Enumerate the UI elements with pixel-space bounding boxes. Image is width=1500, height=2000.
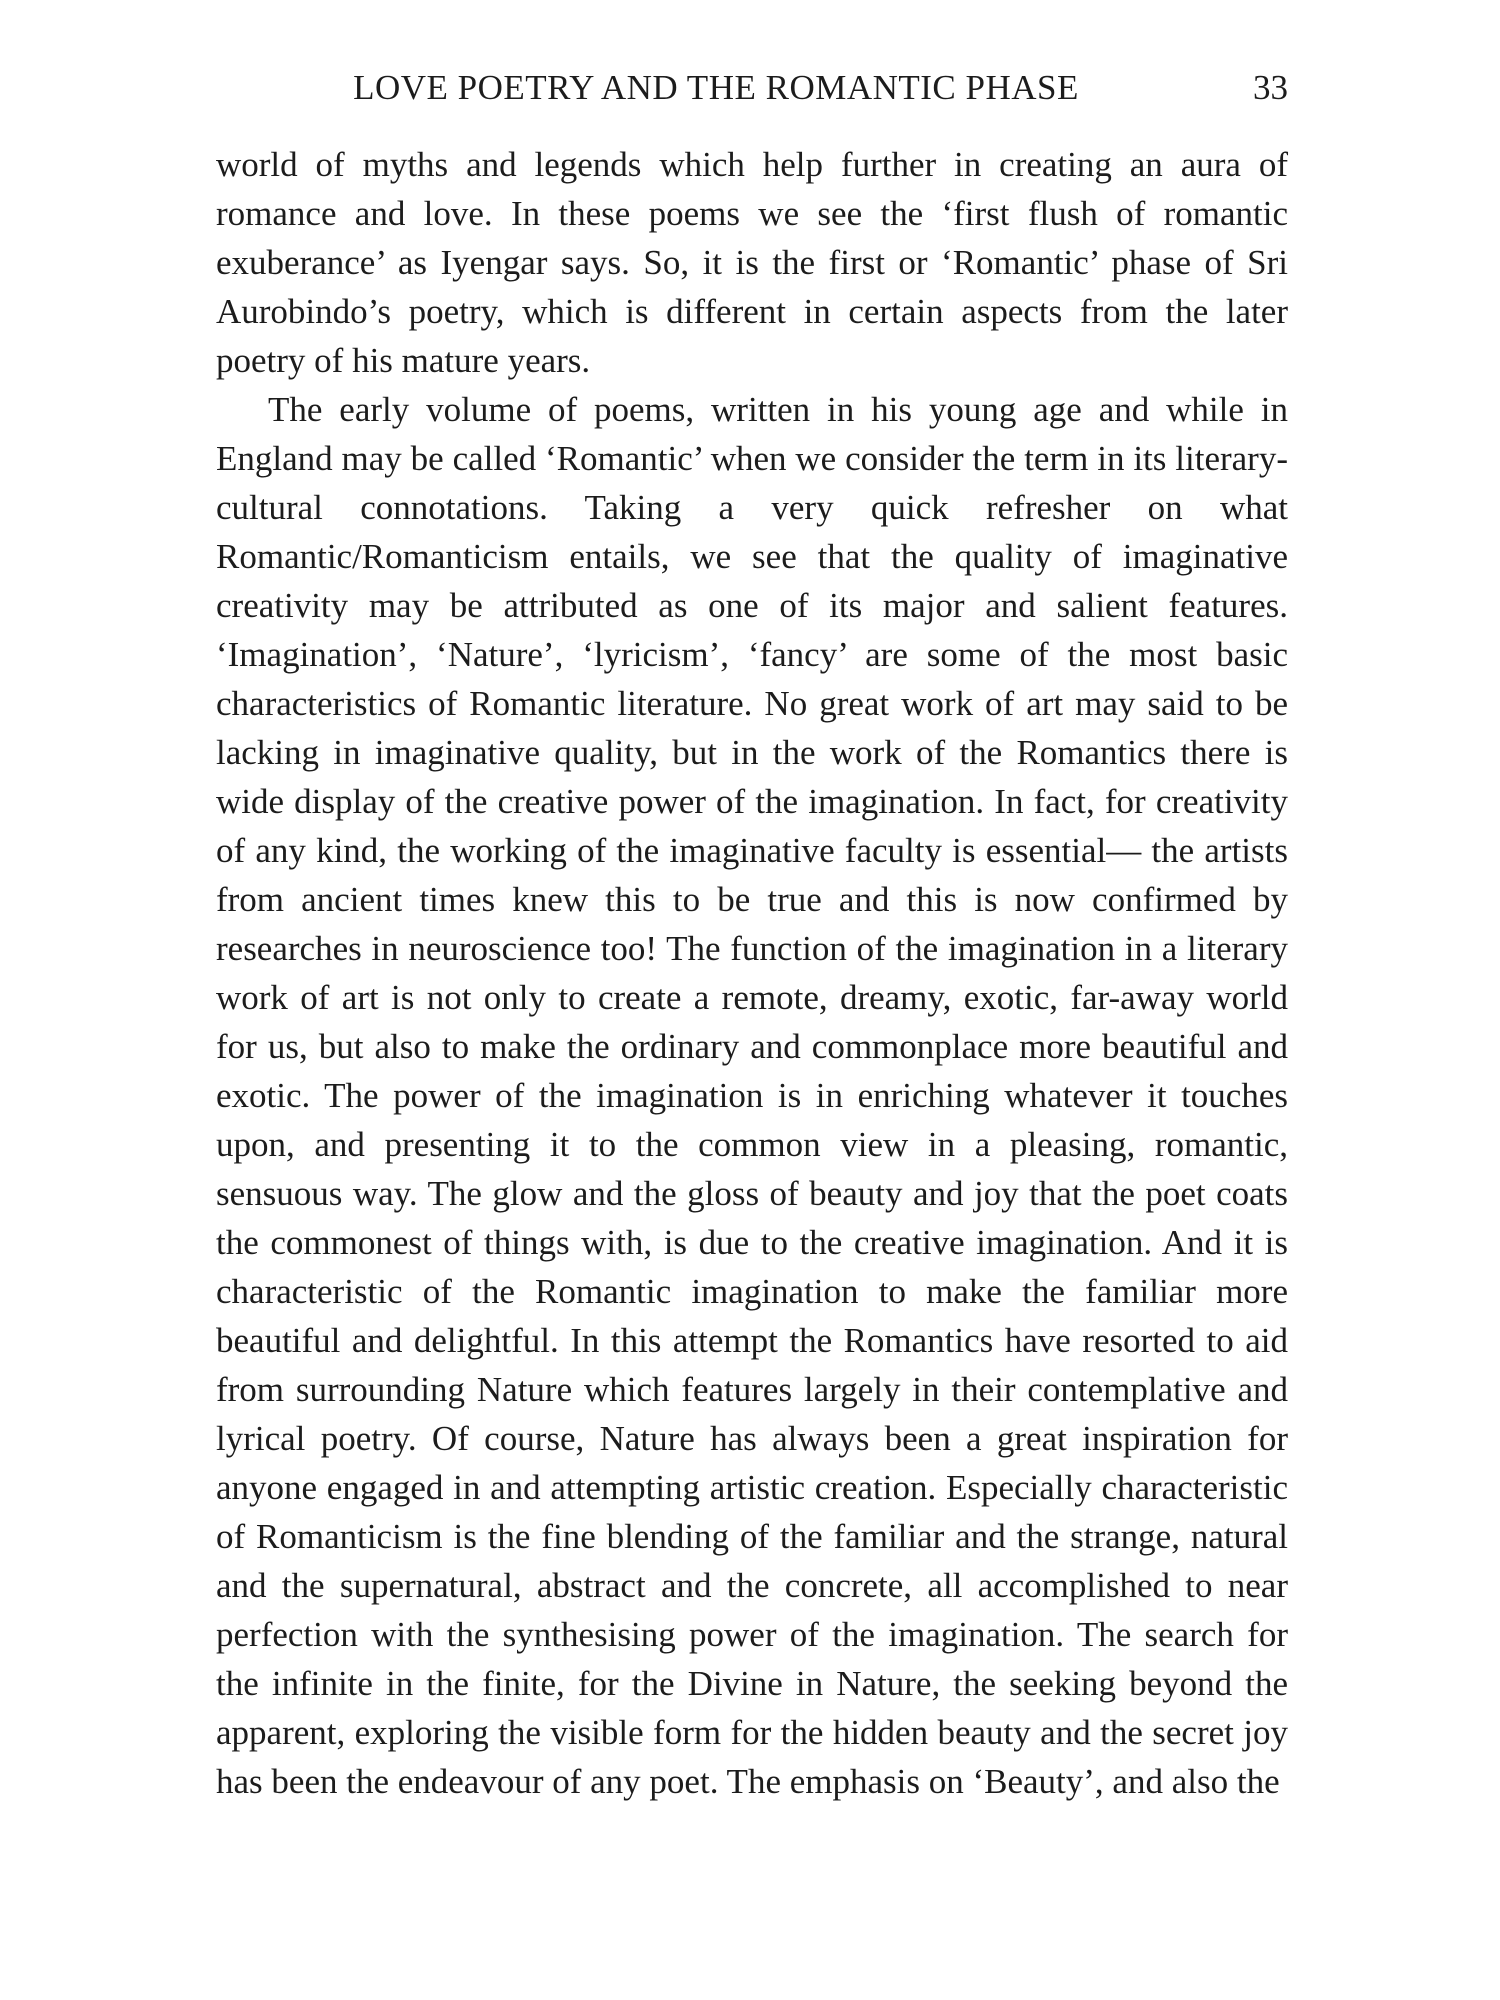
paragraph-romanticism: The early volume of poems, written in his young age and while in England may be called ‘Romantic’ when we consider the term in its literary-cultural connotations. Taking a very quick refresher on what Romantic/Romanticism entails, we see that the quality of imaginative creativity may be attributed as one of its major and salient features. ‘Imagination’, ‘Nature’, ‘lyricism’, ‘fancy’ are some of the most basic characteristics of Romantic literature. No great work of art may said to be lacking in imaginative quality, but in the work of the Romantics there is wide display of the creative power of the imagination. In fact, for creativity of any kind, the working of the imaginative faculty is essential— the artists from ancient times knew this to be true and this is now confirmed by researches in neuroscience too! The function of the imagination in a literary work of art is not only to create a remote, dreamy, exotic, far-away world for us, but also to make the ordinary and commonplace more beautiful and exotic. The power of the imagination is in enriching whatever it touches upon, and presenting it to the common view in a pleasing, romantic, sensuous way. The glow and the gloss of beauty and joy that the poet coats the commonest of things with, is due to the creative imagination. And it is characteristic of the Romantic imagination to make the familiar more beautiful and delightful. In this attempt the Romantics have resorted to aid from surrounding Nature which features largely in their contemplative and lyrical poetry. Of course, Nature has always been a great inspiration for anyone engaged in and attempting artistic creation. Especially characteristic of Romanticism is the fine blending of the familiar and the strange, natural and the supernatural, abstract and the concrete, all accomplished to near perfection with the synthesising power of the imagination. The search for the infinite in the finite, for the Divine in Nature, the seeking beyond the apparent, exploring the visible form for the hidden beauty and the secret joy has been the endeavour of any poet. The emphasis on ‘Beauty’, and also the — [216, 390, 1288, 1801]
running-head — [216, 64, 1288, 112]
body-text — [216, 140, 1288, 1806]
paragraph-continued: world of myths and legends which help further in creating an aura of romance and love. In these poems we see the ‘first flush of romantic exuberance’ as Iyengar says. So, it is the first or ‘Romantic’ phase of Sri Aurobindo’s poetry, which is different in certain aspects from the later poetry of his mature years. — [216, 145, 1288, 380]
page-number: 33 — [1253, 68, 1288, 107]
running-title: LOVE POETRY AND THE ROMANTIC PHASE — [353, 68, 1079, 107]
